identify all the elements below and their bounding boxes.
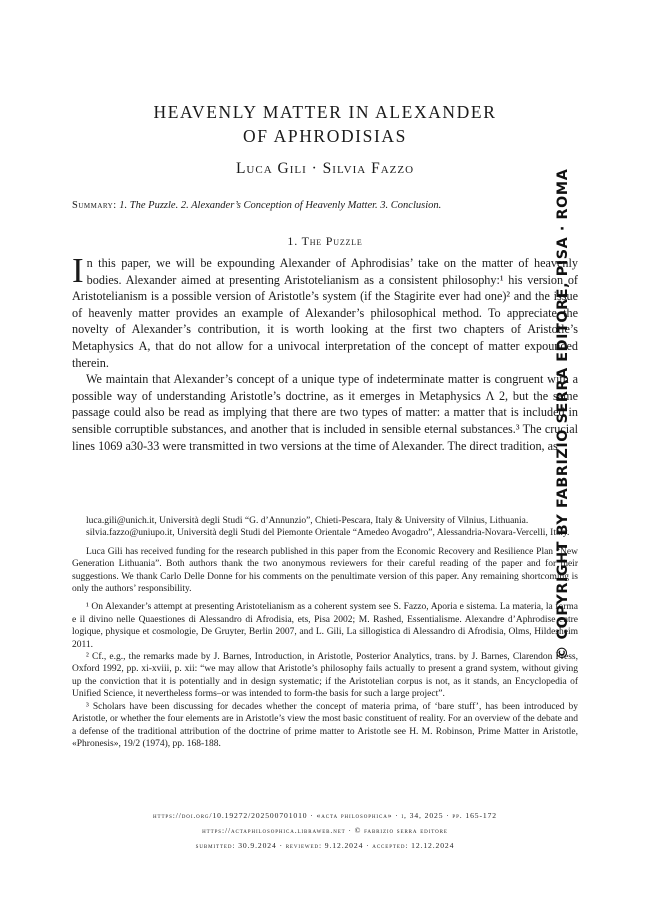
affiliation-1: luca.gili@unich.it, Università degli Studi “G. d’Annunzio”, Chieti-Pescara, Italy & University of Vilnius, Lithuania.: [86, 516, 529, 526]
footnote-3: ³ Scholars have been discussing for decades whether the concept of materia prima, of ‘bare stuff’, has been introduced by Aristotle, or whether the four elements are in Aristotle’s view the most basic constituent of reality. For an overview of the debate and a defense of the traditional attribution of the doctrine of prime matter to Aristotle see H. M. Robinson, Prime Matter in Aristotle, «Phronesis», 19/2 (1974), pp. 168-188.: [72, 701, 578, 749]
footer-dates-line: submitted: 30.9.2024 · reviewed: 9.12.2024 · accepted: 12.12.2024: [195, 841, 455, 850]
section-heading: 1. The Puzzle: [287, 234, 363, 248]
funding-note: Luca Gili has received funding for the research published in this paper from the Economic Recovery and Resilience Plan “New Generation Lithuania”. Both authors thank the two anonymous reviewers for their careful reading of the paper and for their suggestions. We thank Carlo Delle Donne for his comments on the penultimate version of this paper. Any remaining shortcoming is only the authors’ responsibility.: [72, 546, 578, 595]
summary-text: 1. The Puzzle. 2. Alexander’s Conception of Heavenly Matter. 3. Conclusion.: [119, 200, 442, 211]
footnote-1: ¹ On Alexander’s attempt at presenting Aristotelianism as a coherent system see S. Fazzo, Aporia e sistema. La materia, la forma e il divino nelle Quaestiones di Alessandro di Afrodisia, ets, Pisa 2002; M. Rashed, Essentialisme. Alexandre d’Aphrodise entre logique, physique et cosmologie, De Gruyter, Berlin 2007, and L. Gili, La sillogistica di Alessandro di Afrodisia, Olms, Hildesheim 2011.: [72, 602, 578, 650]
summary-label: Summary:: [72, 200, 117, 211]
copyright-notice: © COPYRIGHT BY FABRIZIO SERRA EDITORE, PISA · ROMA: [555, 168, 571, 660]
footnotes: [72, 515, 578, 750]
footnote-2: ² Cf., e.g., the remarks made by J. Barnes, Introduction, in Aristotle, Posterior Analytics, trans. by J. Barnes, Clarendon Press, Oxford 1992, pp. xi-xviii, p. xii: “we may allow that Aristotle’s philosophy fails actually to present a grand system, without giving up the conviction that it is potentially and in design systematic; if the Aristotelian corpus is not, as it stands, an Encyclopedia of Unified Science, it nevertheless forms–or was intended to form-the basis for such a large project”.: [72, 652, 578, 700]
paragraph-1: [72, 251, 578, 371]
paragraph-2: We maintain that Alexander’s concept of a unique type of indeterminate matter is congruent with a possible way of understanding Aristotle’s doctrine, as it emerges in Metaphysics Λ 2, but the same passage could also be read as implying that there are two types of matter: a matter that is included in sensible corruptible substances, and another that is included in sensible eternal substances.³ The crucial lines 1069 a30-33 were transmitted in two versions at the time of Alexander. The direct tradition, as: [72, 372, 578, 453]
title-line-2: OF APHRODISIAS: [243, 126, 407, 146]
body-text: [72, 251, 578, 454]
paragraph-1-text: n this paper, we will be expounding Alexander of Aphrodisias’ take on the matter of heavenly bodies. Alexander aimed at presenting Aristotelianism as a consistent philosophy:¹ his version of Aristotelianism is a possible version of Aristotle’s system (if the Stagirite ever had one)² and the issue of heavenly matter provides an example of Alexander’s philosophical method. To appreciate the novelty of Alexander’s contribution, it is worth looking at the first two chapters of Aristotle’s Metaphysics Α, that do not allow for a univocal interpretation of the concept of matter expounded therein.: [72, 256, 578, 370]
footer-doi-line: https://doi.org/10.19272/202500701010 · «acta philosophica» · i, 34, 2025 · pp. 165-172: [152, 811, 497, 820]
footer-url-line: https://actaphilosophica.libraweb.net · © fabrizio serra editore: [202, 826, 448, 835]
drop-cap: I: [72, 251, 84, 290]
affiliation-2: silvia.fazzo@uniupo.it, Università degli Studi del Piemonte Orientale “Amedeo Avogadro”, Alessandria-Novara-Vercelli, Italy.: [86, 528, 570, 539]
title-line-1: HEAVENLY MATTER IN ALEXANDER: [153, 102, 497, 122]
authors: Luca Gili · Silvia Fazzo: [235, 160, 415, 177]
article-title: [72, 100, 578, 148]
summary: [72, 200, 578, 211]
page-footer: [72, 808, 578, 853]
